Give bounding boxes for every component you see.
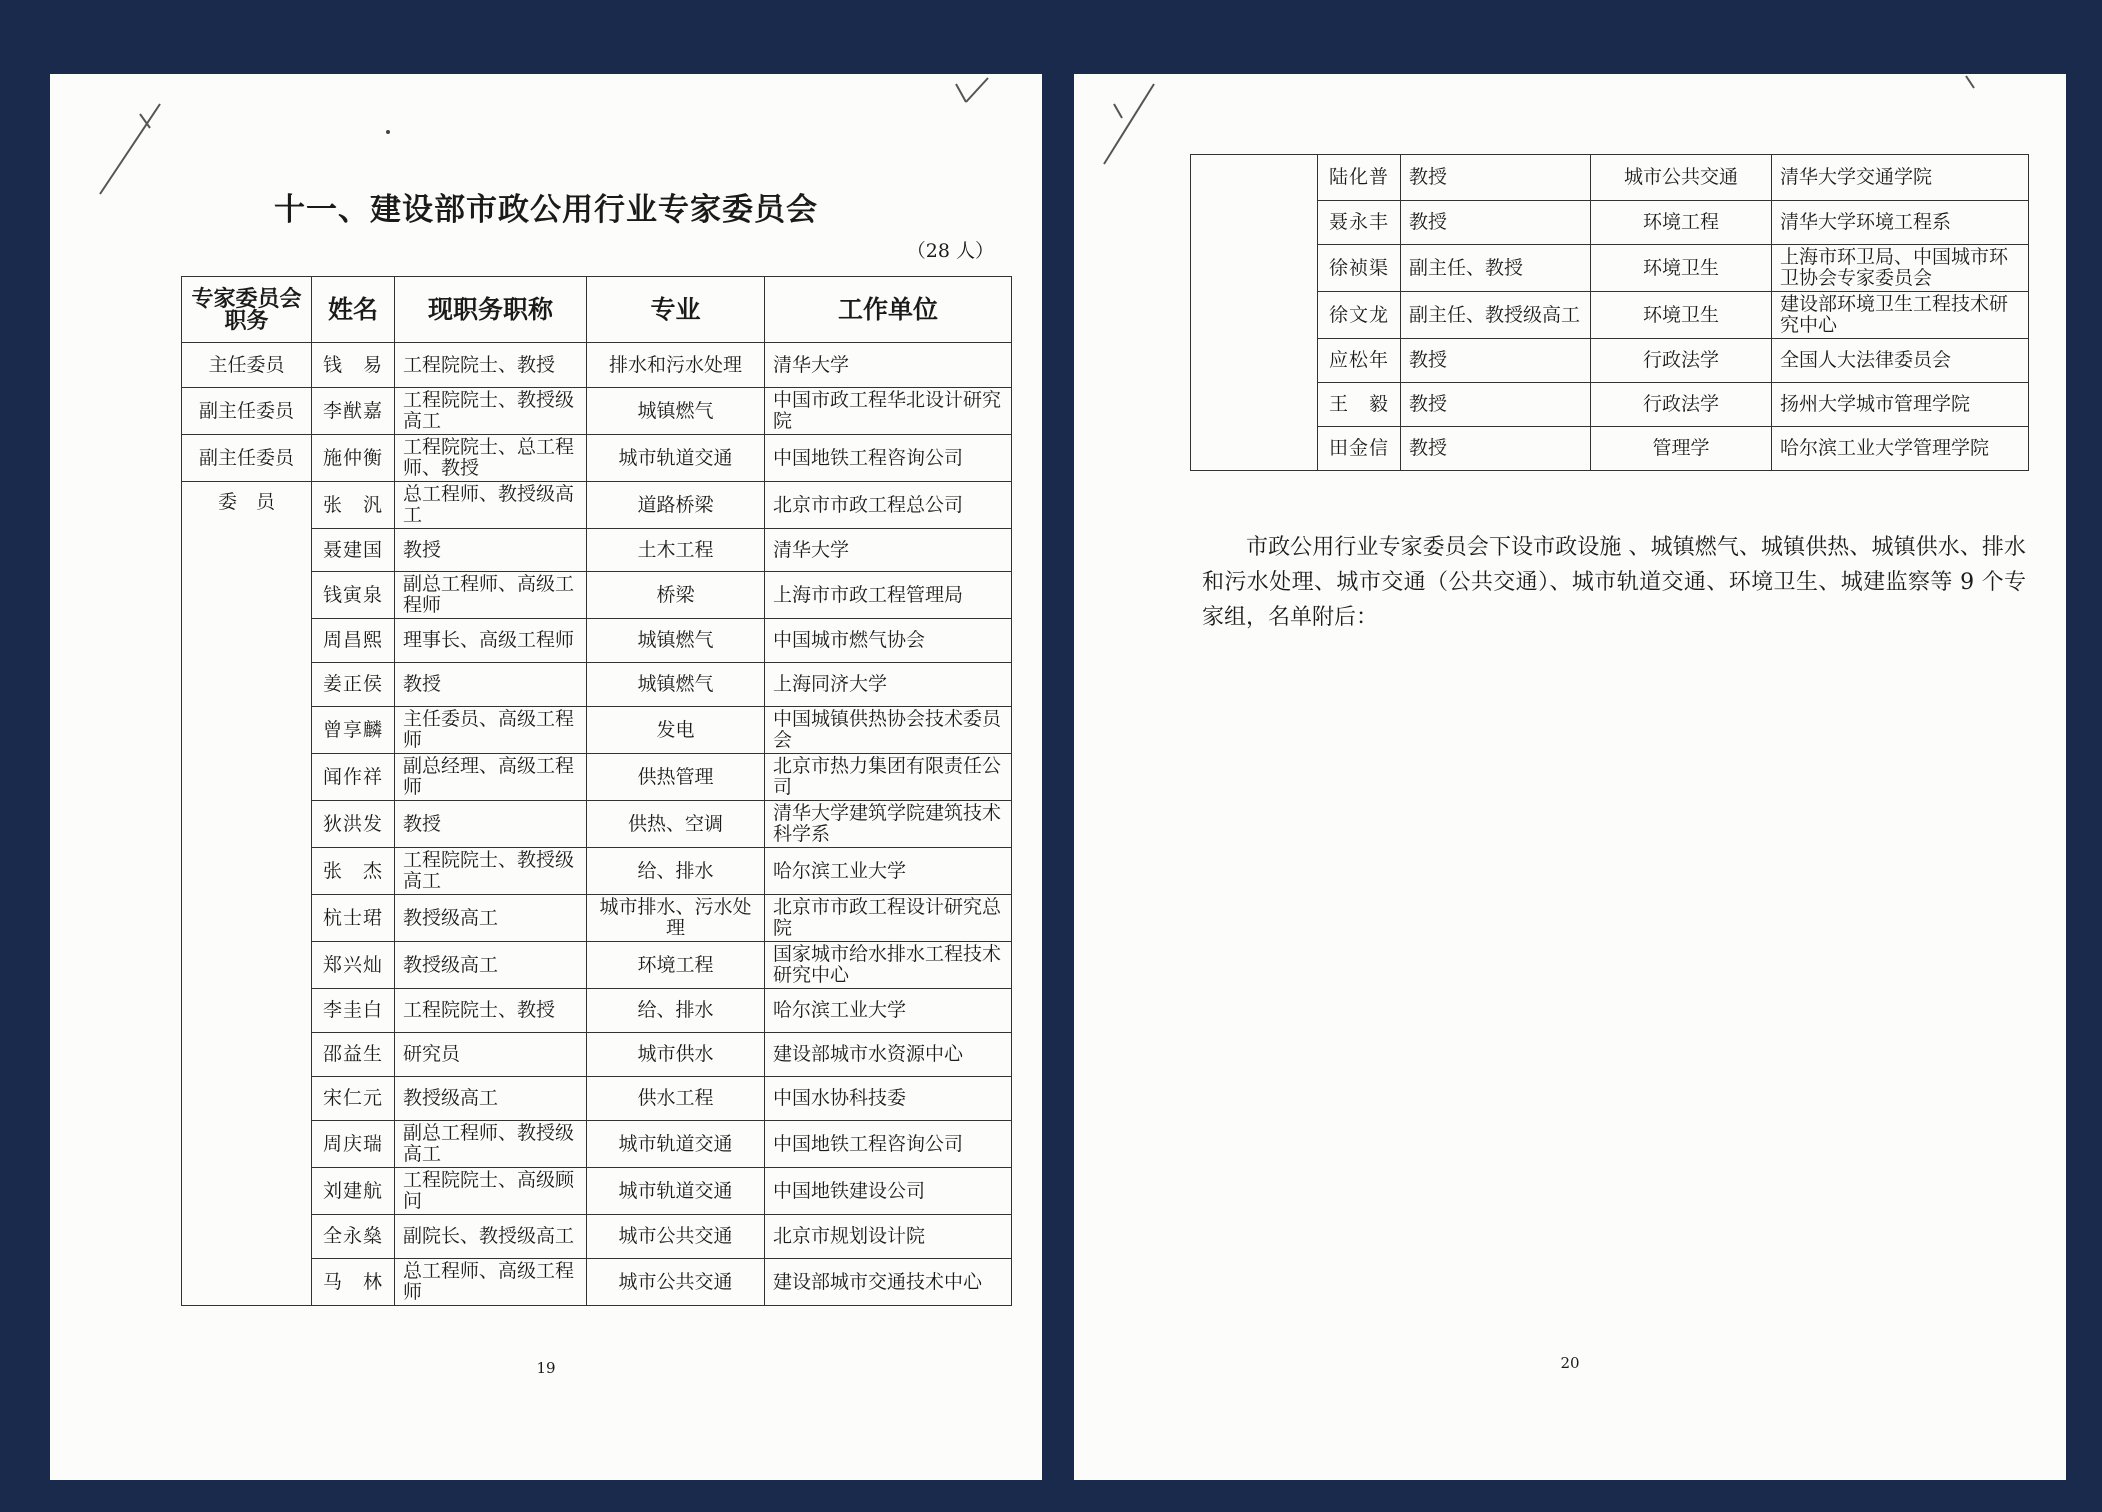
specialty-cell: 道路桥梁	[587, 482, 765, 529]
unit-cell: 哈尔滨工业大学	[765, 989, 1012, 1033]
unit-cell: 北京市热力集团有限责任公司	[765, 754, 1012, 801]
committee-groups-paragraph: 市政公用行业专家委员会下设市政设施 、城镇燃气、城镇供热、城镇供水、排水和污水处理、城市交通（公共交通）、城市轨道交通、环境卫生、城建监察等 9 个专家组，名单附后：	[1202, 535, 2026, 630]
specialty-cell: 排水和污水处理	[587, 343, 765, 388]
unit-cell: 国家城市给水排水工程技术研究中心	[765, 942, 1012, 989]
unit-cell: 清华大学环境工程系	[1772, 201, 2029, 245]
specialty-cell: 城镇燃气	[587, 388, 765, 435]
name-cell: 李圭白	[312, 989, 395, 1033]
speck	[386, 130, 390, 134]
specialty-cell: 城市轨道交通	[587, 435, 765, 482]
unit-cell: 全国人大法律委员会	[1772, 339, 2029, 383]
position-cell: 教授	[1401, 155, 1591, 201]
position-cell: 工程院院士、教授	[395, 343, 587, 388]
unit-cell: 清华大学	[765, 529, 1012, 572]
specialty-cell: 城市供水	[587, 1033, 765, 1077]
unit-cell: 上海同济大学	[765, 663, 1012, 707]
position-cell: 教授	[1401, 427, 1591, 471]
position-cell: 副总工程师、高级工程师	[395, 572, 587, 619]
unit-cell: 扬州大学城市管理学院	[1772, 383, 2029, 427]
specialty-cell: 城市轨道交通	[587, 1168, 765, 1215]
page-number: 20	[1560, 1354, 1580, 1372]
name-cell: 聂永丰	[1318, 201, 1401, 245]
specialty-cell: 行政法学	[1591, 339, 1772, 383]
unit-cell: 中国地铁工程咨询公司	[765, 1121, 1012, 1168]
specialty-cell: 城镇燃气	[587, 619, 765, 663]
specialty-cell: 城市公共交通	[587, 1259, 765, 1306]
role-cell-continued	[1191, 155, 1318, 471]
name-cell: 应松年	[1318, 339, 1401, 383]
name-cell: 全永燊	[312, 1215, 395, 1259]
role-cell: 主任委员	[182, 343, 312, 388]
specialty-cell: 城市公共交通	[587, 1215, 765, 1259]
position-cell: 研究员	[395, 1033, 587, 1077]
name-cell: 姜正侯	[312, 663, 395, 707]
table-row	[182, 388, 1012, 435]
specialty-cell: 环境卫生	[1591, 245, 1772, 292]
position-cell: 工程院院士、教授级高工	[395, 388, 587, 435]
name-cell: 曾享麟	[312, 707, 395, 754]
table-row	[182, 482, 1012, 529]
unit-cell: 建设部环境卫生工程技术研究中心	[1772, 292, 2029, 339]
position-cell: 总工程师、教授级高工	[395, 482, 587, 529]
document-page-right	[1074, 74, 2066, 1480]
position-cell: 理事长、高级工程师	[395, 619, 587, 663]
name-cell: 徐文龙	[1318, 292, 1401, 339]
position-cell: 主任委员、高级工程师	[395, 707, 587, 754]
name-cell: 钱 易	[312, 343, 395, 388]
unit-cell: 中国城镇供热协会技术委员会	[765, 707, 1012, 754]
document-page-left	[50, 74, 1042, 1480]
position-cell: 工程院院士、高级顾问	[395, 1168, 587, 1215]
name-cell: 闻作祥	[312, 754, 395, 801]
specialty-cell: 土木工程	[587, 529, 765, 572]
name-cell: 刘建航	[312, 1168, 395, 1215]
position-cell: 副主任、教授级高工	[1401, 292, 1591, 339]
name-cell: 李猷嘉	[312, 388, 395, 435]
specialty-cell: 行政法学	[1591, 383, 1772, 427]
name-cell: 田金信	[1318, 427, 1401, 471]
role-cell: 副主任委员	[182, 435, 312, 482]
position-cell: 工程院院士、教授级高工	[395, 848, 587, 895]
specialty-cell: 城市公共交通	[1591, 155, 1772, 201]
unit-cell: 中国城市燃气协会	[765, 619, 1012, 663]
specialty-cell: 供热、空调	[587, 801, 765, 848]
name-cell: 张 杰	[312, 848, 395, 895]
unit-cell: 中国地铁建设公司	[765, 1168, 1012, 1215]
unit-cell: 建设部城市水资源中心	[765, 1033, 1012, 1077]
position-cell: 教授	[1401, 201, 1591, 245]
position-cell: 教授级高工	[395, 1077, 587, 1121]
position-cell: 教授	[1401, 383, 1591, 427]
header-role: 专家委员会职务	[182, 277, 312, 343]
position-cell: 副总工程师、教授级高工	[395, 1121, 587, 1168]
position-cell: 教授	[395, 801, 587, 848]
expert-committee-table	[181, 276, 1012, 1306]
expert-committee-table-continued	[1190, 154, 2029, 471]
position-cell: 副院长、教授级高工	[395, 1215, 587, 1259]
name-cell: 杭士珺	[312, 895, 395, 942]
specialty-cell: 供水工程	[587, 1077, 765, 1121]
specialty-cell: 给、排水	[587, 848, 765, 895]
specialty-cell: 给、排水	[587, 989, 765, 1033]
header-position: 现职务职称	[395, 277, 587, 343]
name-cell: 周庆瑞	[312, 1121, 395, 1168]
header-specialty: 专业	[587, 277, 765, 343]
position-cell: 副主任、教授	[1401, 245, 1591, 292]
unit-cell: 清华大学交通学院	[1772, 155, 2029, 201]
unit-cell: 中国地铁工程咨询公司	[765, 435, 1012, 482]
name-cell: 施仲衡	[312, 435, 395, 482]
name-cell: 邵益生	[312, 1033, 395, 1077]
specialty-cell: 城镇燃气	[587, 663, 765, 707]
name-cell: 马 林	[312, 1259, 395, 1306]
unit-cell: 中国市政工程华北设计研究院	[765, 388, 1012, 435]
name-cell: 陆化普	[1318, 155, 1401, 201]
page-number: 19	[536, 1359, 556, 1377]
specialty-cell: 环境工程	[587, 942, 765, 989]
header-name: 姓名	[312, 277, 395, 343]
unit-cell: 中国水协科技委	[765, 1077, 1012, 1121]
specialty-cell: 环境工程	[1591, 201, 1772, 245]
header-unit: 工作单位	[765, 277, 1012, 343]
name-cell: 钱寅泉	[312, 572, 395, 619]
position-cell: 总工程师、高级工程师	[395, 1259, 587, 1306]
position-cell: 教授级高工	[395, 895, 587, 942]
document-title: 十一、建设部市政公用行业专家委员会	[274, 192, 818, 228]
unit-cell: 建设部城市交通技术中心	[765, 1259, 1012, 1306]
unit-cell: 北京市市政工程设计研究总院	[765, 895, 1012, 942]
unit-cell: 清华大学建筑学院建筑技术科学系	[765, 801, 1012, 848]
name-cell: 张 汎	[312, 482, 395, 529]
position-cell: 教授	[395, 663, 587, 707]
position-cell: 工程院院士、总工程师、教授	[395, 435, 587, 482]
specialty-cell: 城市轨道交通	[587, 1121, 765, 1168]
specialty-cell: 发电	[587, 707, 765, 754]
unit-cell: 哈尔滨工业大学管理学院	[1772, 427, 2029, 471]
name-cell: 王 毅	[1318, 383, 1401, 427]
position-cell: 教授级高工	[395, 942, 587, 989]
name-cell: 聂建国	[312, 529, 395, 572]
position-cell: 教授	[1401, 339, 1591, 383]
table-row	[182, 343, 1012, 388]
name-cell: 郑兴灿	[312, 942, 395, 989]
specialty-cell: 城市排水、污水处理	[587, 895, 765, 942]
table-header-row	[182, 277, 1012, 343]
position-cell: 教授	[395, 529, 587, 572]
role-cell: 委 员	[182, 482, 312, 1306]
unit-cell: 上海市环卫局、中国城市环卫协会专家委员会	[1772, 245, 2029, 292]
specialty-cell: 供热管理	[587, 754, 765, 801]
member-count: （28 人）	[906, 240, 994, 262]
position-cell: 副总经理、高级工程师	[395, 754, 587, 801]
table-row	[182, 435, 1012, 482]
unit-cell: 北京市规划设计院	[765, 1215, 1012, 1259]
specialty-cell: 管理学	[1591, 427, 1772, 471]
role-cell: 副主任委员	[182, 388, 312, 435]
unit-cell: 北京市市政工程总公司	[765, 482, 1012, 529]
specialty-cell: 桥梁	[587, 572, 765, 619]
name-cell: 狄洪发	[312, 801, 395, 848]
unit-cell: 清华大学	[765, 343, 1012, 388]
position-cell: 工程院院士、教授	[395, 989, 587, 1033]
specialty-cell: 环境卫生	[1591, 292, 1772, 339]
name-cell: 宋仁元	[312, 1077, 395, 1121]
unit-cell: 哈尔滨工业大学	[765, 848, 1012, 895]
unit-cell: 上海市市政工程管理局	[765, 572, 1012, 619]
name-cell: 周昌熙	[312, 619, 395, 663]
name-cell: 徐祯渠	[1318, 245, 1401, 292]
table-row	[1191, 155, 2029, 201]
